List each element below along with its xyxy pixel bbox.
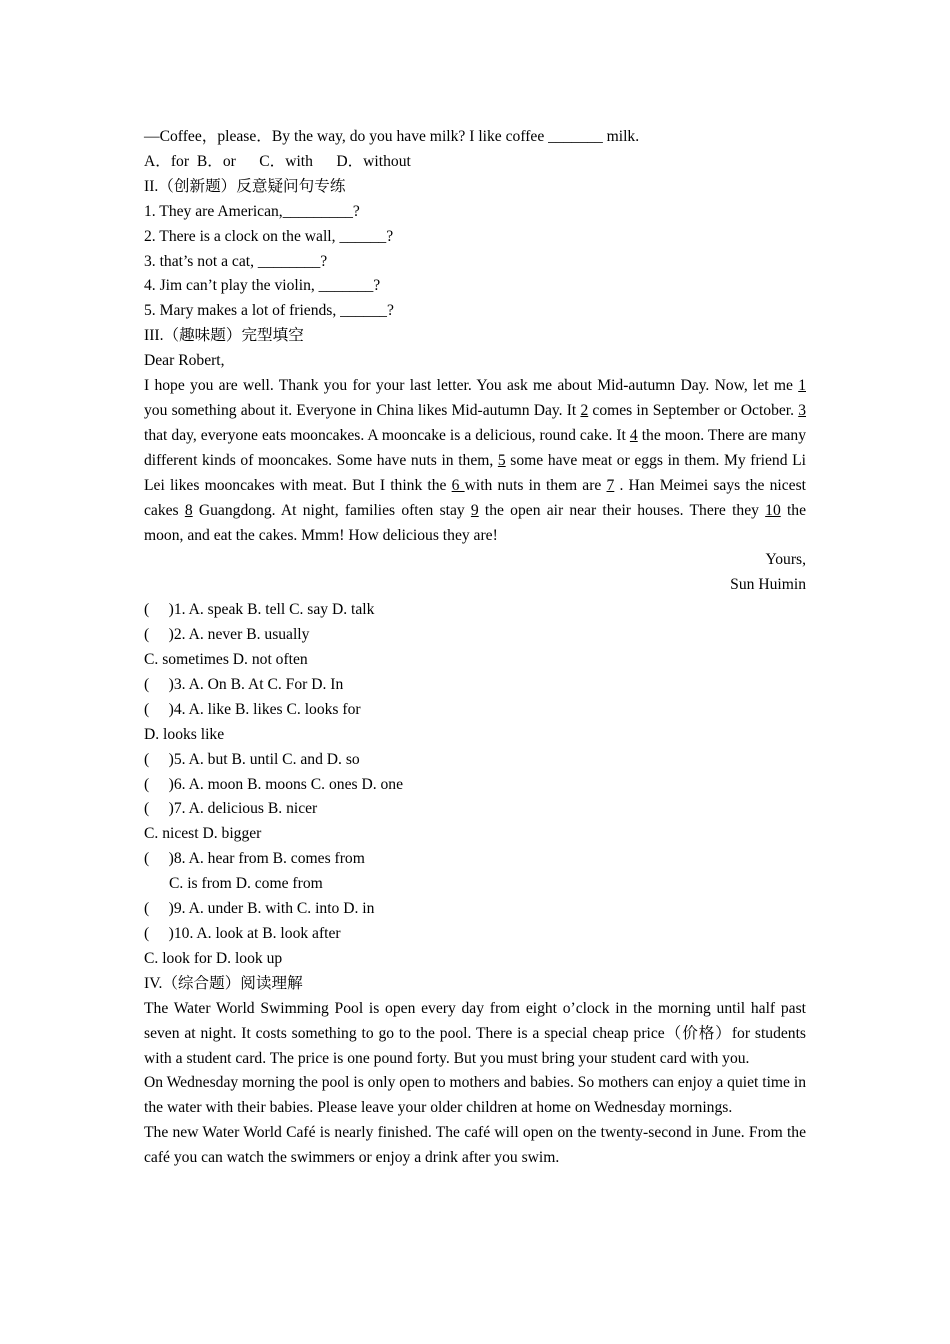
cloze-blank-3: 3 xyxy=(798,401,806,419)
letter-text: that day, everyone eats mooncakes. A mooncake is a delicious, round cake. It xyxy=(144,426,630,444)
cloze-blank-2: 2 xyxy=(580,401,589,419)
cloze-blank-6: 6 xyxy=(451,476,465,494)
cloze-blank-7: 7 xyxy=(606,476,615,494)
cloze-option-5: ( )5. A. but B. until C. and D. so xyxy=(144,750,360,768)
tag-question-2: 2. There is a clock on the wall, ______? xyxy=(144,227,394,245)
cloze-option-4: ( )4. A. like B. likes C. looks for xyxy=(144,700,361,718)
letter-text: . Han Meimei says the nicest cakes xyxy=(144,476,806,519)
question-coffee: —Coffee，please．By the way, do you have milk? I like coffee _______ milk. xyxy=(144,128,640,145)
tag-question-1: 1. They are American,_________? xyxy=(144,202,360,220)
section3-heading: III.（趣味题）完型填空 xyxy=(144,327,304,345)
letter-text: some have meat or eggs in them. My friend Li Lei likes mooncakes with meat. But I think the xyxy=(144,451,806,494)
reading-paragraph-2: On Wednesday morning the pool is only open to mothers and babies. So mothers can enjoy a quiet time in the water with their babies. Please leave your older children at home on Wednesday mornings. xyxy=(144,1074,806,1117)
cloze-option-3: ( )3. A. On B. At C. For D. In xyxy=(144,675,344,693)
letter-body xyxy=(144,374,806,548)
tag-question-4: 4. Jim can’t play the violin, _______? xyxy=(144,277,381,295)
letter-text: the moon, and eat the cakes. Mmm! How delicious they are! xyxy=(144,501,807,544)
cloze-blank-5: 5 xyxy=(497,451,506,469)
cloze-option-1: ( )1. A. speak B. tell C. say D. talk xyxy=(144,601,375,619)
cloze-option-4-cont: D. looks like xyxy=(144,725,225,743)
letter-text: the moon. There are many different kinds of mooncakes. Some have nuts in them, xyxy=(144,426,806,469)
cloze-blank-10: 10 xyxy=(765,501,781,519)
letter-text: you something about it. Everyone in China likes Mid-autumn Day. It xyxy=(144,401,581,419)
cloze-option-2: ( )2. A. never B. usually xyxy=(144,626,310,644)
letter-text: I hope you are well. Thank you for your last letter. You ask me about Mid-autumn Day. Now, let me xyxy=(144,377,799,395)
cloze-option-8-cont: C. is from D. come from xyxy=(169,875,323,893)
letter-text: with nuts in them are xyxy=(464,476,607,494)
letter-greeting: Dear Robert, xyxy=(144,352,225,370)
cloze-option-8: ( )8. A. hear from B. comes from xyxy=(144,850,365,868)
letter-text: comes in September or October. xyxy=(588,401,799,419)
cloze-option-2-cont: C. sometimes D. not often xyxy=(144,651,308,669)
letter-text: the open air near their houses. There they xyxy=(478,501,766,519)
letter-closing: Yours, xyxy=(765,551,806,569)
letter-signature: Sun Huimin xyxy=(730,576,806,594)
tag-question-3: 3. that’s not a cat, ________? xyxy=(144,252,328,270)
cloze-option-7: ( )7. A. delicious B. nicer xyxy=(144,800,318,818)
reading-paragraph-1: The Water World Swimming Pool is open every day from eight o’clock in the morning until half past seven at night. It costs something to go to the pool. There is a special cheap price（价格）for students with a student card. The price is one pound forty. But you must bring your student card with you. xyxy=(144,999,806,1067)
section2-heading: II.（创新题）反意疑问句专练 xyxy=(144,177,346,195)
question-coffee-options: A．for B．or C．with D．without xyxy=(144,152,411,170)
cloze-blank-8: 8 xyxy=(184,501,193,519)
document-page xyxy=(144,125,806,1171)
cloze-option-9: ( )9. A. under B. with C. into D. in xyxy=(144,900,375,918)
cloze-blank-1: 1 xyxy=(798,377,806,395)
reading-paragraph-3: The new Water World Café is nearly finished. The café will open on the twenty-second in June. From the café you can watch the swimmers or enjoy a drink after you swim. xyxy=(144,1124,806,1167)
cloze-option-6: ( )6. A. moon B. moons C. ones D. one xyxy=(144,775,404,793)
cloze-blank-4: 4 xyxy=(629,426,638,444)
section4-heading: IV.（综合题）阅读理解 xyxy=(144,974,303,992)
cloze-option-10: ( )10. A. look at B. look after xyxy=(144,925,341,942)
letter-text: Guangdong. At night, families often stay xyxy=(192,501,471,519)
cloze-option-7-cont: C. nicest D. bigger xyxy=(144,825,262,843)
cloze-blank-9: 9 xyxy=(470,501,479,519)
tag-question-5: 5. Mary makes a lot of friends, ______? xyxy=(144,302,394,320)
cloze-option-10-cont: C. look for D. look up xyxy=(144,949,283,967)
